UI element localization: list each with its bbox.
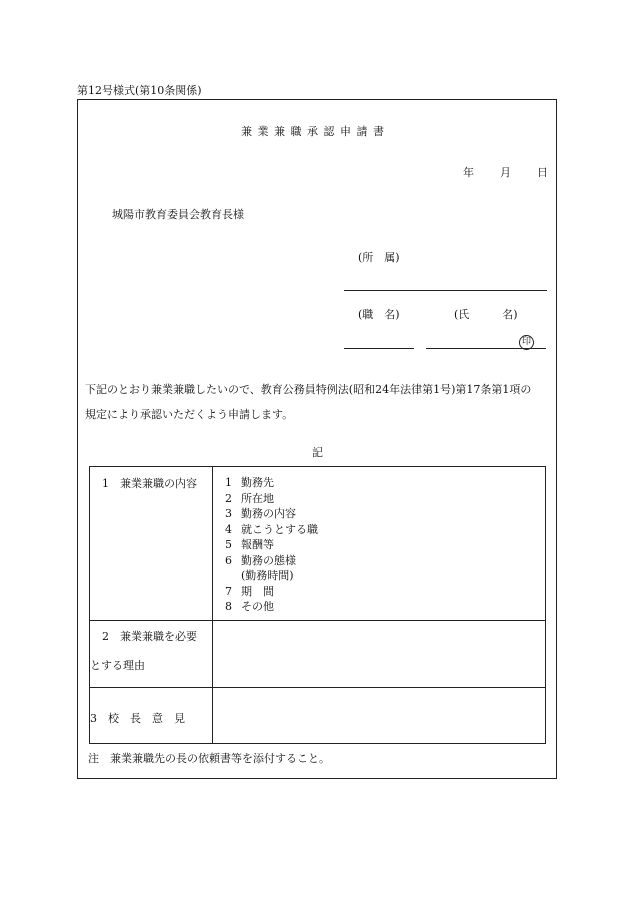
affiliation-label: (所 属) <box>358 251 400 264</box>
detail-table <box>89 466 546 744</box>
date-month-label: 月 <box>500 166 511 179</box>
list-item: (勤務時間) <box>241 569 294 582</box>
position-field-line[interactable] <box>344 348 414 349</box>
table-row <box>90 467 546 621</box>
row1-content-cell[interactable] <box>213 467 546 621</box>
row1-label: 1 兼業兼職の内容 <box>102 477 197 490</box>
table-row <box>90 621 546 688</box>
row2-content-cell[interactable] <box>213 621 546 688</box>
list-item: 7 期 間 <box>225 584 274 598</box>
list-item: 3 勤務の内容 <box>225 507 296 520</box>
row2-label: 2 兼業兼職を必要 とする理由 <box>90 630 197 672</box>
list-item: 4 就こうとする職 <box>225 522 318 536</box>
seal-icon: 印 <box>519 335 534 350</box>
table-row <box>90 688 546 744</box>
form-number: 第12号様式(第10条関係) <box>77 84 202 97</box>
list-item: 6 勤務の態様 <box>225 553 296 567</box>
position-label: (職 名) <box>358 308 400 321</box>
date-year-label: 年 <box>463 166 474 179</box>
request-statement-line-1: 下記のとおり兼業兼職したいので、教育公務員特例法(昭和24年法律第1号)第17条第1項の <box>85 383 532 396</box>
row1-label-cell <box>90 467 213 621</box>
ki-heading: 記 <box>312 446 323 459</box>
name-label: (氏 名) <box>454 308 518 321</box>
form-title: 兼業兼職承認申請書 <box>241 125 390 138</box>
row2-label-cell <box>90 621 213 688</box>
addressee: 城陽市教育委員会教育長様 <box>112 208 244 221</box>
row3-label: 3 校 長 意 見 <box>90 712 185 725</box>
footnote: 注 兼業兼職先の長の依頼書等を添付すること。 <box>88 752 330 765</box>
affiliation-field-line[interactable] <box>344 290 547 291</box>
list-item: 1 勤務先 <box>225 476 274 489</box>
request-statement <box>85 377 555 427</box>
request-statement-line-2: 規定により承認いただくよう申請します。 <box>85 408 294 421</box>
list-item: 5 報酬等 <box>225 538 274 551</box>
date-day-label: 日 <box>537 166 548 179</box>
list-item: 8 その他 <box>225 600 274 613</box>
content-items-list <box>213 467 545 615</box>
row3-content-cell[interactable] <box>213 688 546 744</box>
list-item: 2 所在地 <box>225 491 274 505</box>
row3-label-cell <box>90 688 213 744</box>
